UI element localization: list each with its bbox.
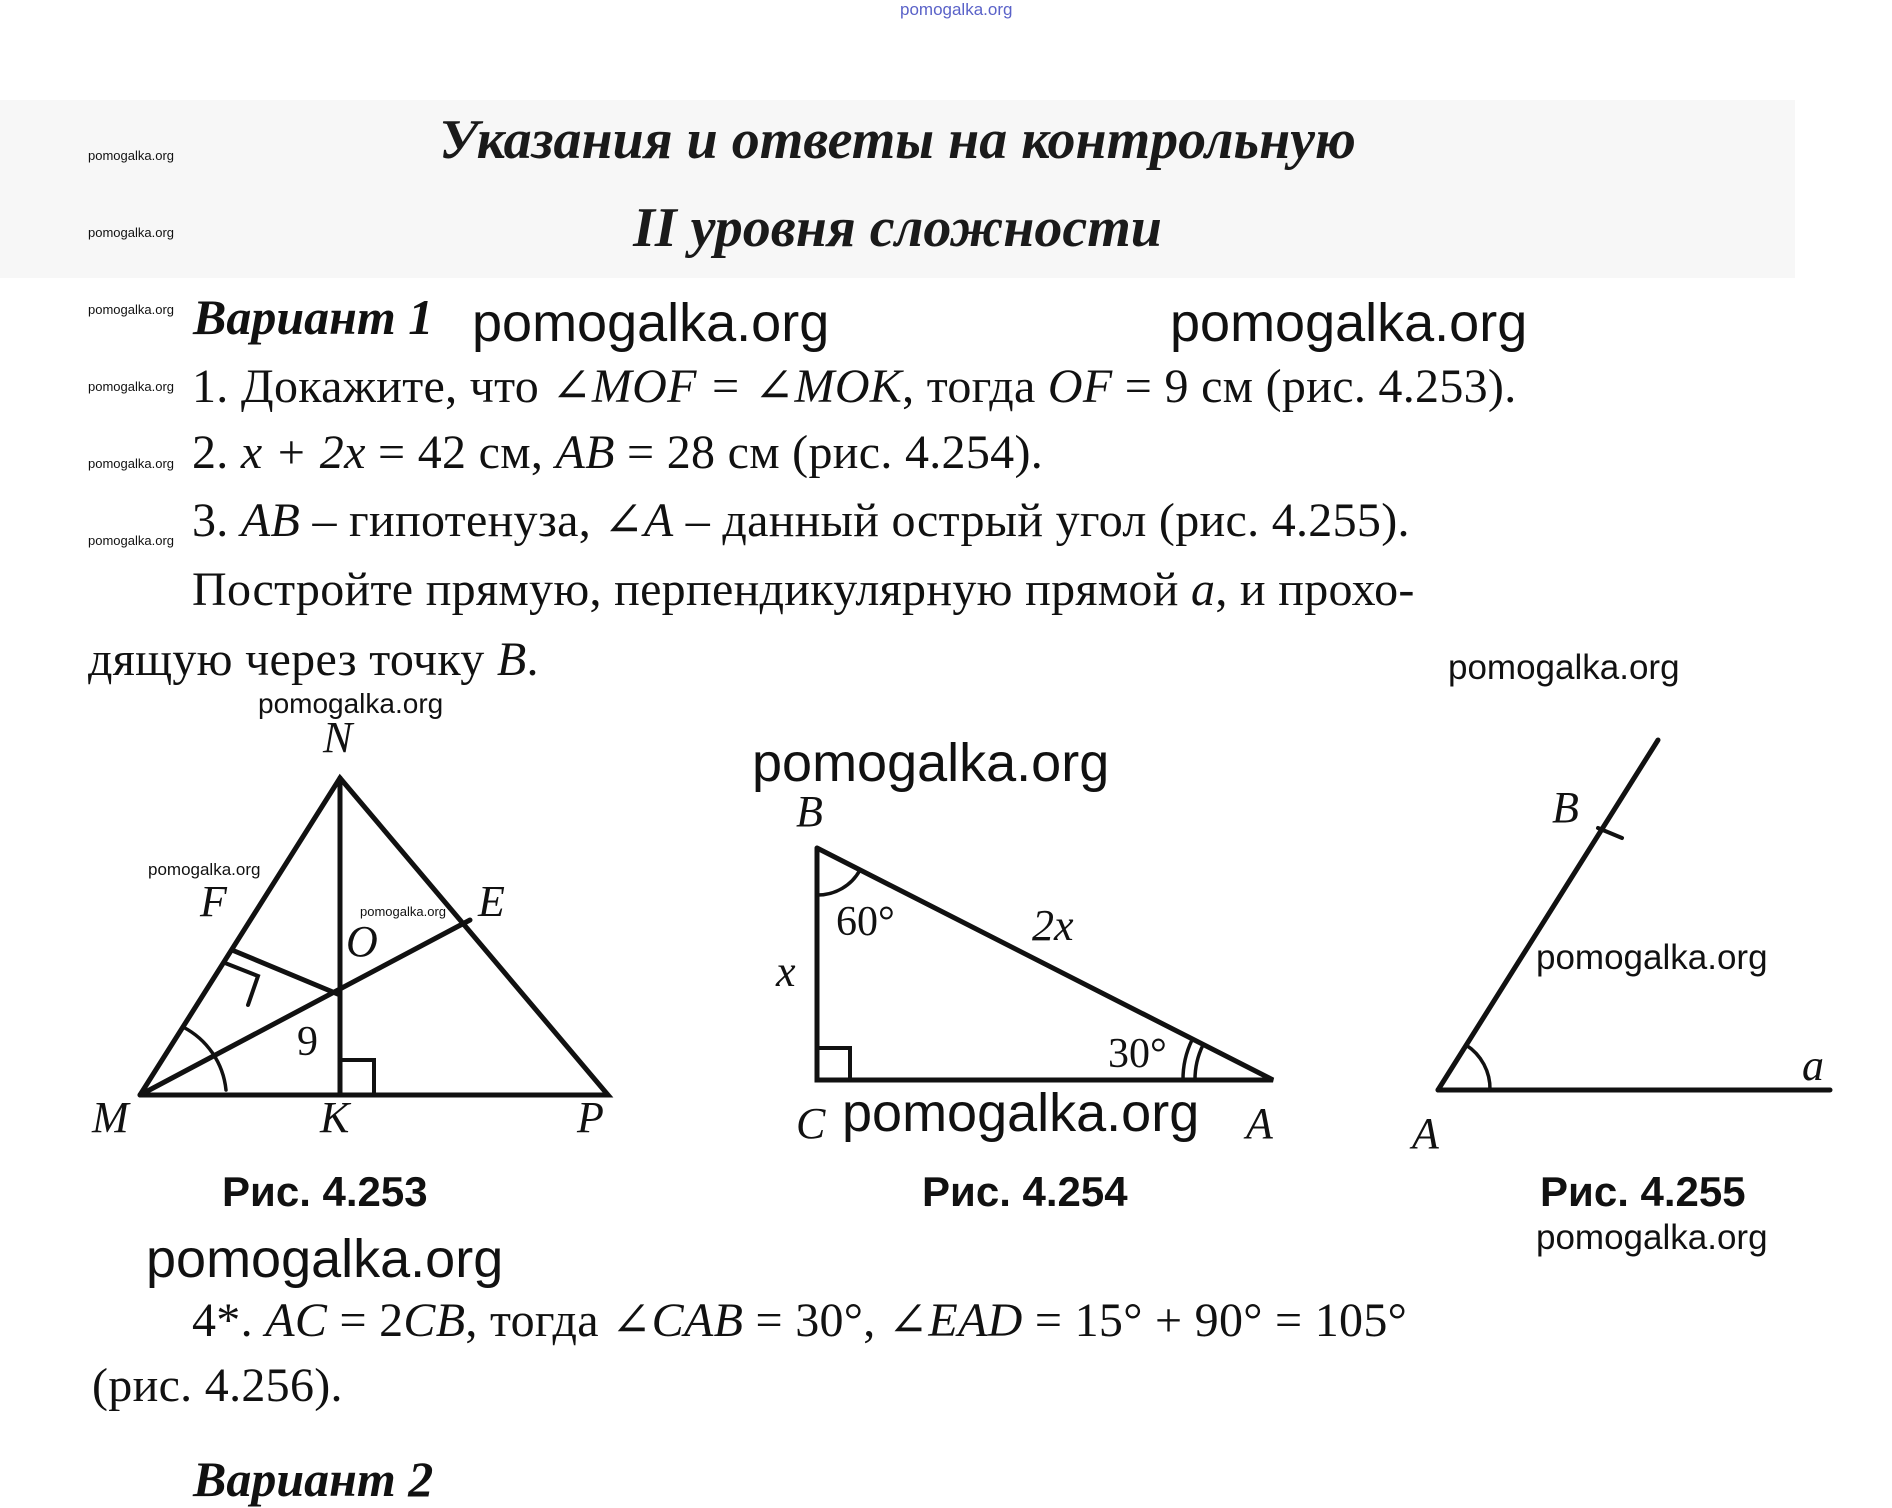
side-watermark: pomogalka.org	[88, 302, 174, 317]
watermark: pomogalka.org	[1448, 648, 1680, 687]
angle-arc-a	[1466, 1045, 1490, 1090]
label-angle-30: 30°	[1108, 1031, 1167, 1077]
side-watermark: pomogalka.org	[88, 456, 174, 471]
label-small-a: a	[1802, 1041, 1824, 1090]
label-a: A	[1246, 1099, 1273, 1148]
label-e: E	[478, 877, 505, 926]
watermark: pomogalka.org	[1170, 293, 1528, 353]
watermark: pomogalka.org	[842, 1083, 1200, 1143]
label-m: M	[92, 1093, 129, 1142]
label-nine: 9	[297, 1019, 318, 1065]
watermark: pomogalka.org	[1536, 1218, 1768, 1257]
watermark: pomogalka.org	[146, 1229, 504, 1289]
label-n: N	[323, 713, 353, 762]
answer-item-3: 3. AB – гипотенуза, ∠A – данный острый угол (рис. 4.255).	[192, 494, 1410, 547]
label-x: x	[776, 947, 796, 996]
title-line-2: II уровня сложности	[633, 197, 1162, 259]
watermark: pomogalka.org	[472, 293, 830, 353]
label-f: F	[200, 877, 227, 926]
watermark: pomogalka.org	[148, 860, 261, 879]
answer-item-3-line-3: дящую через точку B.	[88, 633, 539, 686]
side-watermark: pomogalka.org	[88, 533, 174, 548]
caption-fig-4-254: Рис. 4.254	[922, 1168, 1128, 1215]
side-watermark: pomogalka.org	[88, 225, 174, 240]
watermark: pomogalka.org	[258, 688, 444, 719]
caption-fig-4-255: Рис. 4.255	[1540, 1168, 1746, 1215]
header-watermark: pomogalka.org	[900, 0, 1013, 19]
label-o: O	[346, 917, 378, 966]
answer-item-4-line-2: (рис. 4.256).	[92, 1359, 343, 1412]
variant-2-heading: Вариант 2	[193, 1451, 434, 1507]
side-watermark: pomogalka.org	[88, 148, 174, 163]
caption-fig-4-253: Рис. 4.253	[222, 1168, 428, 1215]
side-watermark: pomogalka.org	[88, 379, 174, 394]
answer-item-3-line-2: Постройте прямую, перпендикулярную прямой a, и прохо-	[192, 563, 1415, 616]
label-c: C	[796, 1099, 826, 1148]
answer-item-4: 4*. AC = 2CB, тогда ∠CAB = 30°, ∠EAD = 15° + 90° = 105°	[192, 1294, 1408, 1347]
line-ab	[1438, 740, 1658, 1090]
label-angle-60: 60°	[836, 899, 895, 945]
variant-1-heading: Вариант 1	[193, 289, 434, 345]
watermark: pomogalka.org	[360, 904, 446, 919]
answer-item-1: 1. Докажите, что ∠MOF = ∠MOK, тогда OF = 9 см (рис. 4.253).	[192, 360, 1517, 413]
label-b: B	[1552, 783, 1579, 832]
watermark: pomogalka.org	[752, 733, 1110, 793]
label-k: K	[320, 1093, 350, 1142]
label-2x: 2x	[1032, 901, 1074, 950]
label-b: B	[796, 787, 823, 836]
watermark: pomogalka.org	[1536, 938, 1768, 977]
title-line-1: Указания и ответы на контрольную	[439, 109, 1356, 171]
answer-item-2: 2. x + 2x = 42 см, AB = 28 см (рис. 4.254).	[192, 426, 1044, 479]
label-p: P	[577, 1093, 604, 1142]
label-a: A	[1412, 1109, 1439, 1158]
